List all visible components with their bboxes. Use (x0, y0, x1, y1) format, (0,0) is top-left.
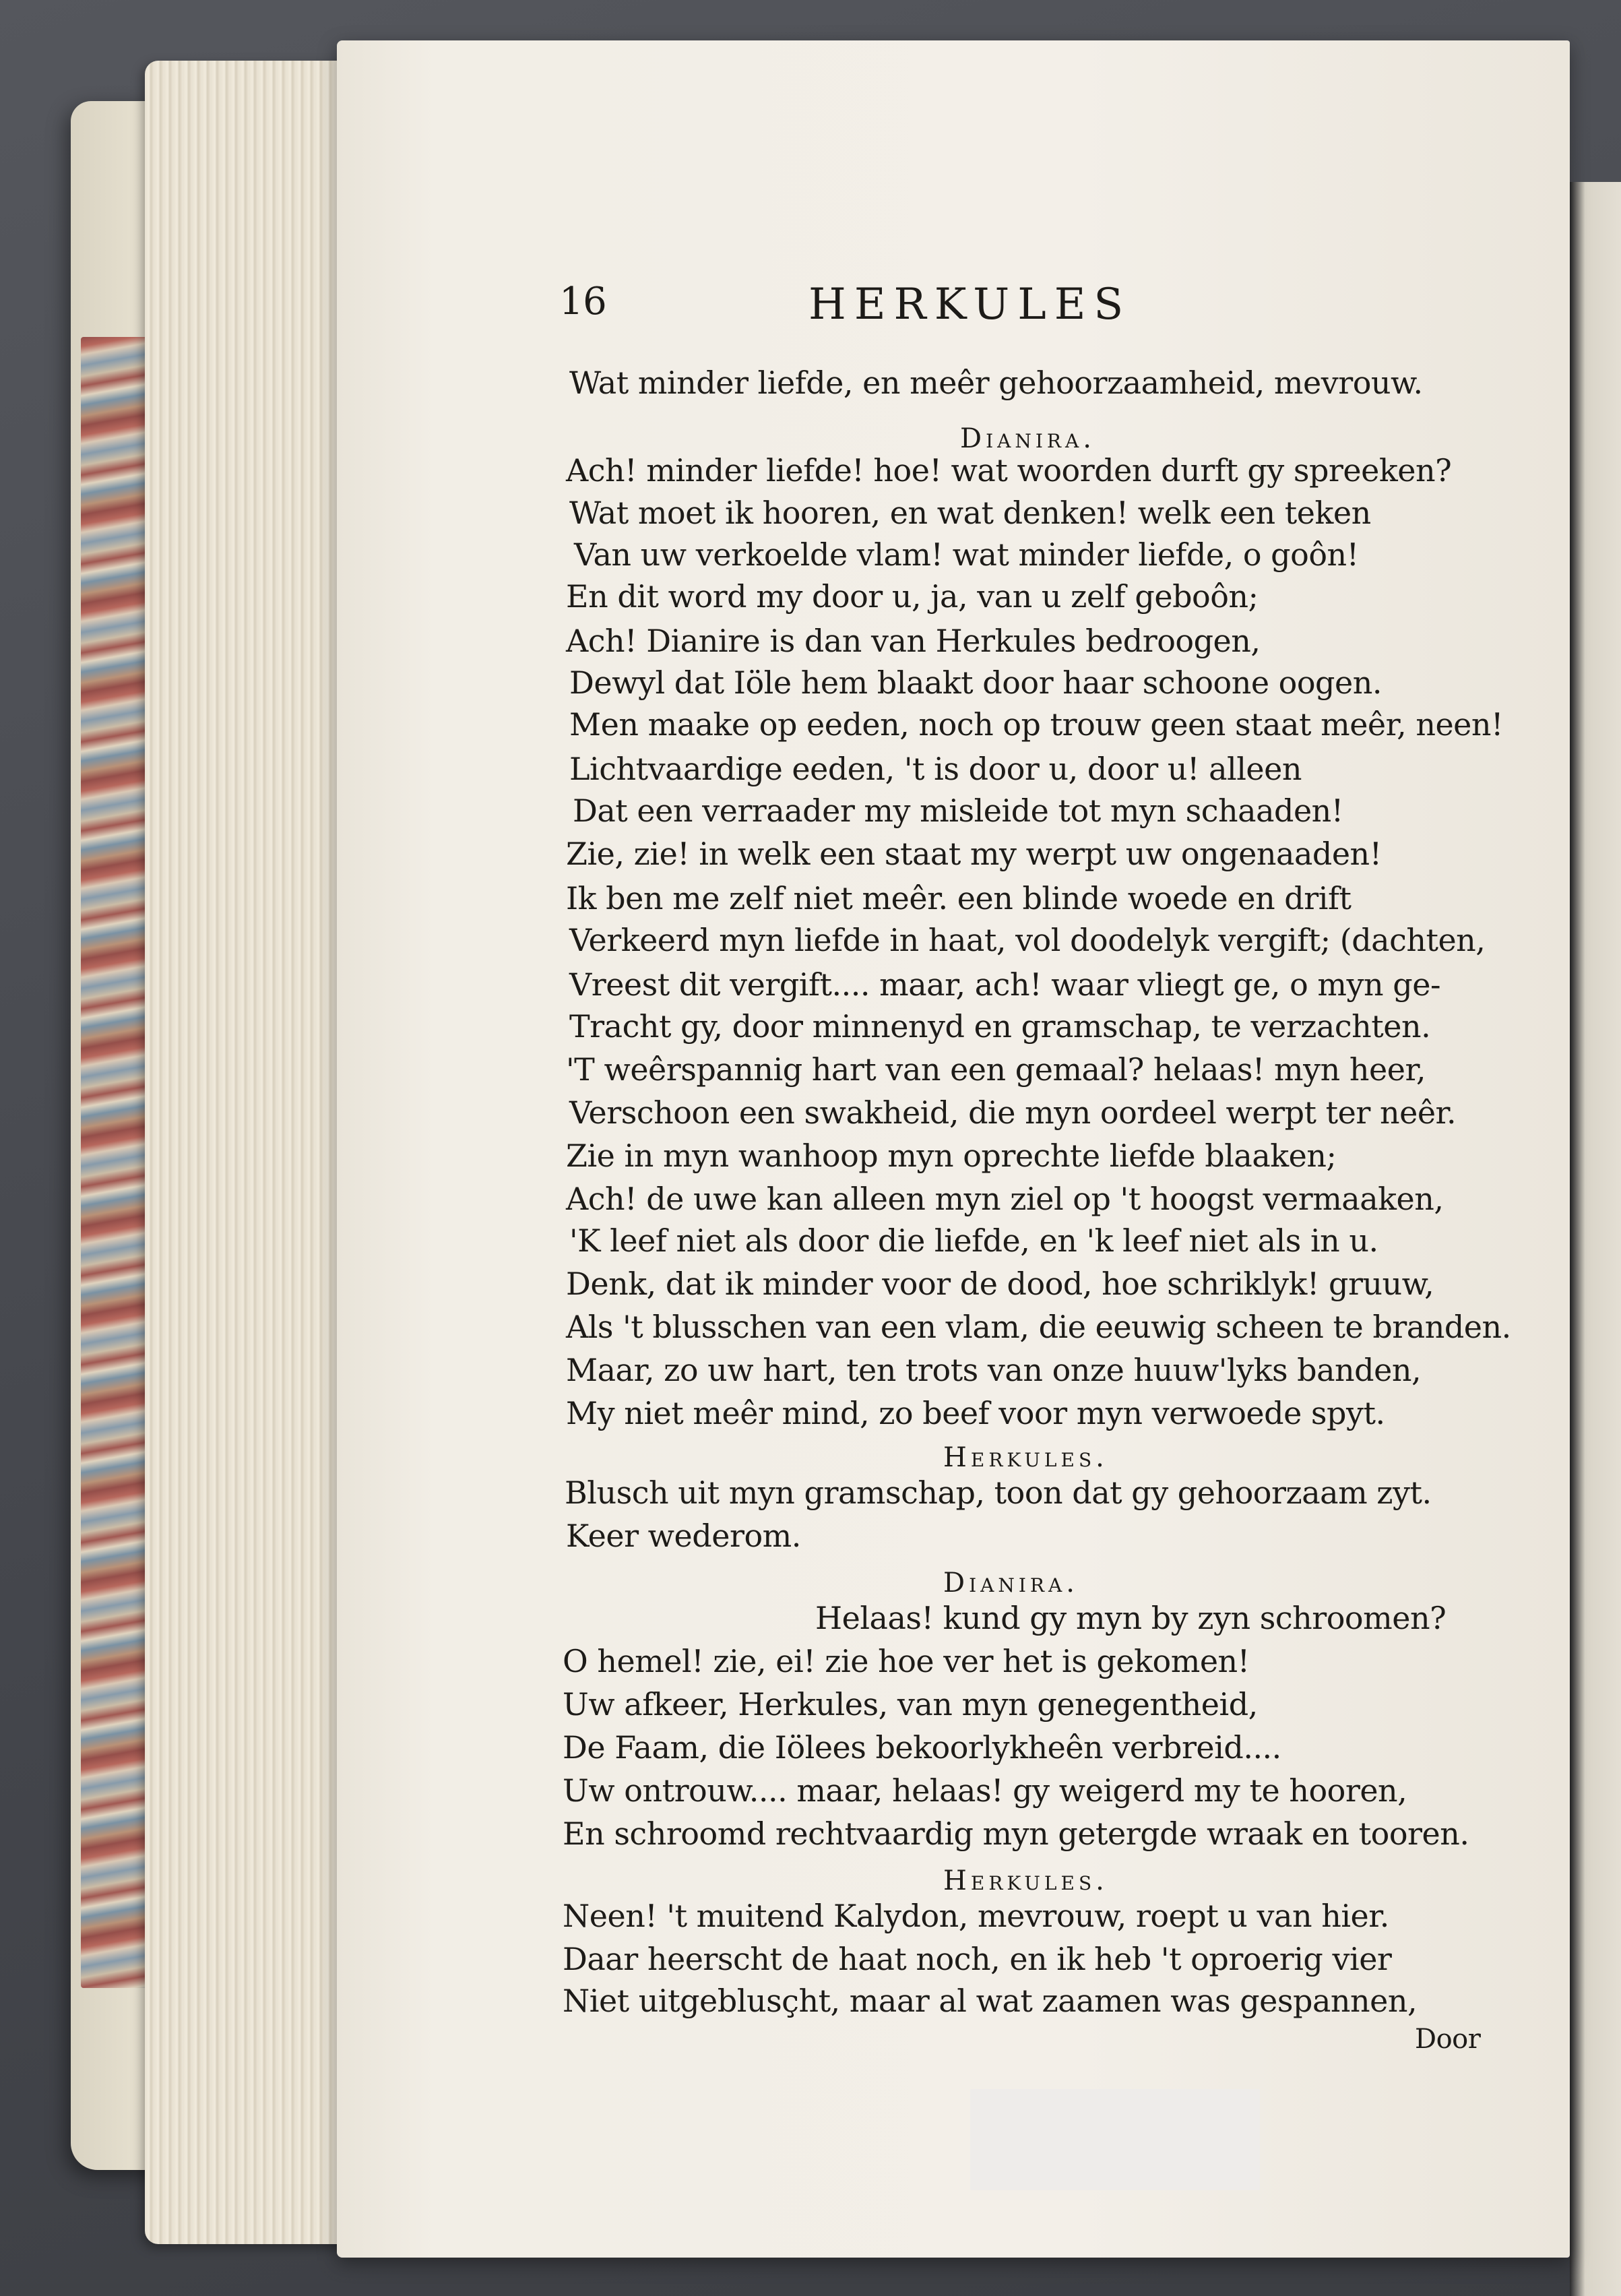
blank-label (970, 2089, 1260, 2190)
verse-line: Lichtvaardige eeden, 't is door u, door u! alleen (569, 751, 1302, 787)
facing-page-edge (1570, 182, 1621, 2296)
verse-line: Denk, dat ik minder voor de dood, hoe schriklyk! gruuw, (566, 1266, 1434, 1302)
running-head: HERKULES (808, 280, 1132, 330)
verse-line: Tracht gy, door minnenyd en gramschap, te verzachten. (569, 1008, 1431, 1045)
verse-line: 'K leef niet als door die liefde, en 'k leef niet als in u. (569, 1222, 1378, 1259)
verse-line: Blusch uit myn gramschap, toon dat gy gehoorzaam zyt. (565, 1475, 1432, 1511)
verse-line: De Faam, die Iölees bekoorlykheên verbreid.... (563, 1729, 1281, 1766)
verse-line: Men maake op eeden, noch op trouw geen staat meêr, neen! (569, 706, 1504, 743)
verse-line: Dewyl dat Iöle hem blaakt door haar schoone oogen. (569, 664, 1382, 701)
verse-line: Keer wederom. (566, 1518, 801, 1554)
verse-line: Uw afkeer, Herkules, van myn genegentheid, (563, 1686, 1258, 1723)
speaker-label: Herkules. (943, 1442, 1108, 1473)
speaker-label: Dianira. (960, 423, 1095, 454)
page-number: 16 (559, 280, 607, 323)
verse-line: Wat minder liefde, en meêr gehoorzaamheid, mevrouw. (569, 365, 1423, 401)
speaker-label: Dianira. (943, 1568, 1079, 1599)
verse-line: Verkeerd myn liefde in haat, vol doodelyk vergift; (dachten, (569, 922, 1486, 958)
verse-line: Neen! 't muitend Kalydon, mevrouw, roept u van hier. (563, 1898, 1389, 1934)
verse-line: O hemel! zie, ei! zie hoe ver het is gekomen! (563, 1643, 1250, 1679)
verse-line: Als 't blusschen van een vlam, die eeuwig scheen te branden. (566, 1309, 1511, 1345)
verse-line: Zie in myn wanhoop myn oprechte liefde blaaken; (566, 1138, 1337, 1174)
speaker-label: Herkules. (943, 1865, 1108, 1896)
verse-line: Ach! de uwe kan alleen myn ziel op 't hoogst vermaaken, (566, 1181, 1444, 1217)
verse-line: Wat moet ik hooren, en wat denken! welk een teken (569, 495, 1371, 531)
verse-line: Ach! minder liefde! hoe! wat woorden durft gy spreeken? (566, 452, 1452, 489)
verse-line: Zie, zie! in welk een staat my werpt uw ongenaaden! (566, 836, 1382, 872)
verse-line: Verschoon een swakheid, die myn oordeel werpt ter neêr. (569, 1094, 1457, 1131)
verse-line: 'T weêrspannig hart van een gemaal? helaas! myn heer, (566, 1051, 1426, 1088)
verse-line: Helaas! kund gy myn by zyn schroomen? (815, 1600, 1447, 1636)
verse-line: Dat een verraader my misleide tot myn schaaden! (573, 793, 1343, 829)
verse-line: My niet meêr mind, zo beef voor myn verwoede spyt. (566, 1395, 1385, 1431)
verse-line: Daar heerscht de haat noch, en ik heb 't oproerig vier (563, 1941, 1392, 1977)
verse-line: Ach! Dianire is dan van Herkules bedroogen, (566, 623, 1261, 659)
verse-line: Ik ben me zelf niet meêr. een blinde woede en drift (566, 880, 1352, 917)
verse-line: En dit word my door u, ja, van u zelf geboôn; (566, 578, 1259, 615)
catchword: Door (1415, 2024, 1481, 2055)
verse-line: Vreest dit vergift.... maar, ach! waar vliegt ge, o myn ge- (569, 966, 1440, 1003)
verse-line: Van uw verkoelde vlam! wat minder liefde, o goôn! (574, 536, 1359, 573)
verse-line: En schroomd rechtvaardig myn getergde wraak en tooren. (563, 1816, 1469, 1852)
verse-line: Niet uitgeblusçht, maar al wat zaamen was gespannen, (563, 1983, 1418, 2019)
verse-line: Uw ontrouw.... maar, helaas! gy weigerd my te hooren, (563, 1772, 1407, 1809)
verse-line: Maar, zo uw hart, ten trots van onze huuw'lyks banden, (566, 1352, 1422, 1388)
